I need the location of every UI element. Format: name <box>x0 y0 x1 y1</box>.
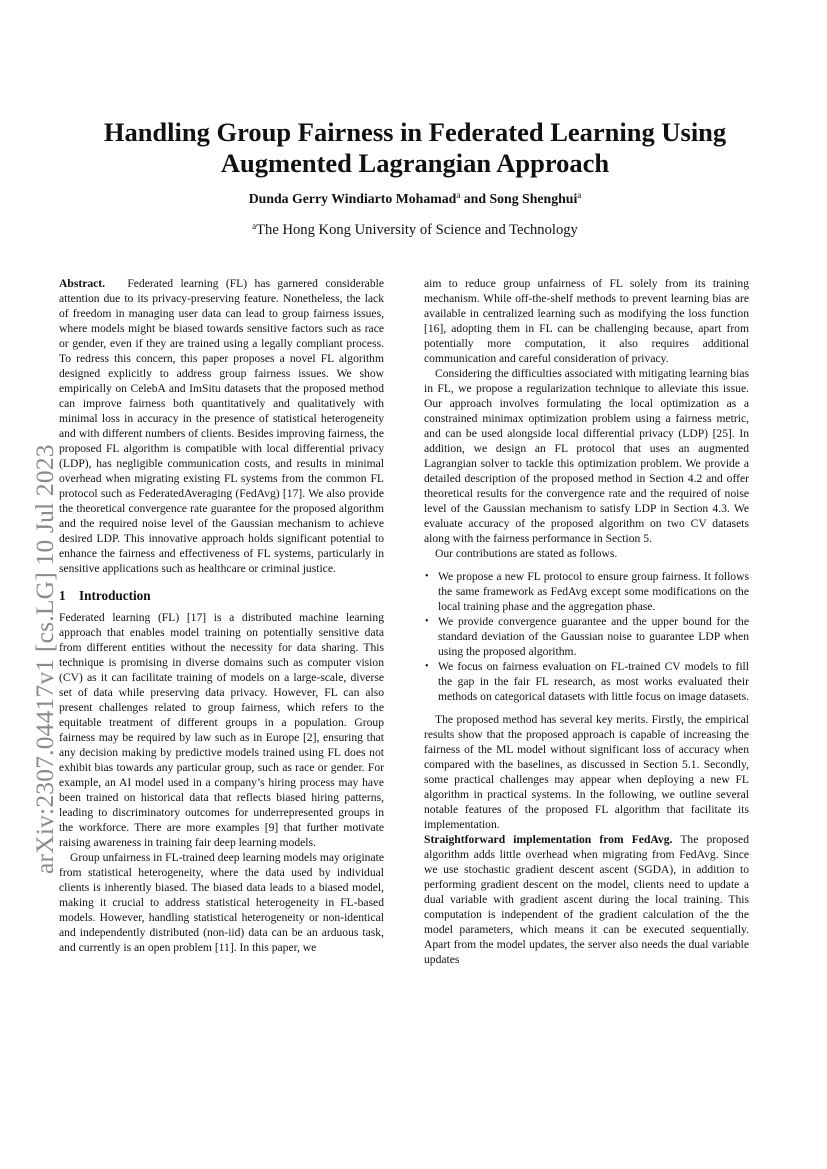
section-heading <box>59 588 384 603</box>
bullet-icon: • <box>425 616 429 627</box>
bullet-icon: • <box>425 571 429 582</box>
arxiv-identifier: arXiv:2307.04417v1 [cs.LG] 10 Jul 2023 <box>30 444 59 874</box>
author-line <box>60 191 770 207</box>
paragraph-fedavg-text: The proposed algorithm adds little overhead when migrating from FedAvg. Since we use stochastic gradient descent ascent (SGDA), in addition to performing gradient descent on the model, clients need to update a dual variable with gradient ascent during the local training. This computation is independent of the gradient calculation of the the model parameters, which means it can be executed sequentially. Apart from the model updates, the server also needs the dual variable updates <box>424 833 749 966</box>
run-in-heading: Straightforward implementation from FedAvg. <box>424 833 673 846</box>
paper-title: Handling Group Fairness in Federated Learning Using Augmented Lagrangian Approach <box>103 117 727 178</box>
paragraph-continued: aim to reduce group unfairness of FL solely from its training mechanism. While off-the-shelf methods to prevent learning bias are available in centralized learning such as modifying the loss function [16], adopting them in FL can be challenging because, apart from potentially more computation, it also requires additional communication and careful consideration of privacy. <box>424 277 749 365</box>
section-number: 1 <box>59 588 66 603</box>
abstract <box>59 276 384 576</box>
author-name: Dunda Gerry Windiarto Mohamad <box>248 191 457 206</box>
paragraph-fedavg <box>424 832 749 967</box>
abstract-text: Federated learning (FL) has garnered considerable attention due to its privacy-preserving feature. Nonetheless, the lack of freedom in managing user data can lead to group fairness issues, where models might be biased towards sensitive factors such as race or gender, even if they are trained using a legally compliant process. To redress this concern, this paper proposes a novel FL algorithm designed explicitly to address group fairness issues. We show empirically on CelebA and ImSitu datasets that the proposed method can improve fairness both quantitatively and qualitatively with minimal loss in accuracy in the presence of statistical heterogeneity and with different numbers of clients. Besides improving fairness, the proposed FL algorithm is compatible with local differential privacy (LDP), has negligible communication costs, and results in minimal overhead when migrating existing FL systems from the common FL protocol such as FederatedAveraging (FedAvg) [17]. We also provide the theoretical convergence rate guarantee for the proposed algorithm and the required noise level of the Gaussian mechanism to achieve desired LDP. This innovative approach holds significant potential to enhance the fairness and effectiveness of FL systems, particularly in sensitive applications such as healthcare or criminal justice. <box>59 277 384 575</box>
abstract-label: Abstract. <box>59 277 106 290</box>
paragraph-merits: The proposed method has several key merits. Firstly, the empirical results show that the proposed approach is capable of increasing the fairness of the ML model without significant loss of accuracy when compared with the baselines, as discussed in Section 5.1. Secondly, some practical challenges may appear when deploying a new FL algorithm in practical systems. In the following, we outline several notable features of the proposed FL algorithm that facilitate its implementation. <box>424 713 749 831</box>
right-column <box>424 276 749 967</box>
list-item-text: We focus on fairness evaluation on FL-trained CV models to fill the gap in the fair FL research, as most works evaluated their methods on categorical datasets with little focus on image datasets. <box>438 660 750 703</box>
list-item <box>424 614 749 659</box>
paragraph-approach: Considering the difficulties associated with mitigating learning bias in FL, we propose a regularization technique to alleviate this issue. Our approach involves formulating the local optimization as a constrained minimax optimization problem using a fairness metric, and can be used alongside local differential privacy (LDP) [25]. In addition, we design an FL protocol that uses an augmented Lagrangian solver to tackle this optimization problem. We provide a detailed description of the proposed method in Section 4.2 and offer theoretical results for the convergence rate and the required of noise level of the Gaussian mechanism to satisfy LDP in Section 4.3. We evaluate accuracy of the proposed algorithm on two CV datasets along with the fairness performance in Section 5. <box>424 367 749 545</box>
list-item <box>424 569 749 614</box>
left-column <box>59 276 384 955</box>
paragraph-contributions-intro: Our contributions are stated as follows. <box>435 547 618 560</box>
list-item <box>424 659 749 704</box>
intro-paragraph-2: Group unfairness in FL-trained deep learning models may originate from statistical heterogeneity, where the data used by individual clients is inherently biased. The biased data leads to a biased model, making it crucial to address statistical heterogeneity in FL-based models. However, handling statistical heterogeneity or non-identical and independently distributed (non-iid) data can be an arduous task, and currently is an open problem [11]. In this paper, we <box>59 851 384 954</box>
affiliation-mark: a <box>456 190 461 200</box>
author-name: Song Shenghui <box>489 191 578 206</box>
affiliation-mark: a <box>252 221 257 231</box>
affiliation <box>60 222 770 239</box>
affiliation-mark: a <box>577 190 582 200</box>
affiliation-text: The Hong Kong University of Science and Technology <box>256 222 578 238</box>
contributions-list <box>424 569 749 704</box>
list-item-text: We provide convergence guarantee and the upper bound for the standard deviation of the Gaussian noise to guarantee LDP when using the proposed algorithm. <box>438 615 749 658</box>
bullet-icon: • <box>425 661 429 672</box>
intro-paragraph-1: Federated learning (FL) [17] is a distributed machine learning approach that enables model training on potentially sensitive data from different entities without the necessity for data sharing. This technique is promising in diverse domains such as computer vision (CV) as it can facilitate training of models on a large-scale, diverse set of data while preserving data privacy. However, FL can also present challenges related to group fairness, which refers to the equitable treatment of different groups in a population. Group fairness may be required by law such as in Europe [2], ensuring that any decision making by predictive models trained using FL does not exhibit bias towards any particular group, such as race or gender. For example, an AI model used in a company’s hiring process may have been trained on historical data that reflects biased hiring patterns, leading to discriminatory outcomes for underrepresented groups in the workforce. There are more examples [9] that further motivate raising awareness in training fair deep learning models. <box>59 611 384 849</box>
section-title: Introduction <box>79 588 151 603</box>
list-item-text: We propose a new FL protocol to ensure group fairness. It follows the same framework as FedAvg except some modifications on the local training phase and the aggregation phase. <box>438 570 749 613</box>
author-separator: and <box>463 191 487 206</box>
